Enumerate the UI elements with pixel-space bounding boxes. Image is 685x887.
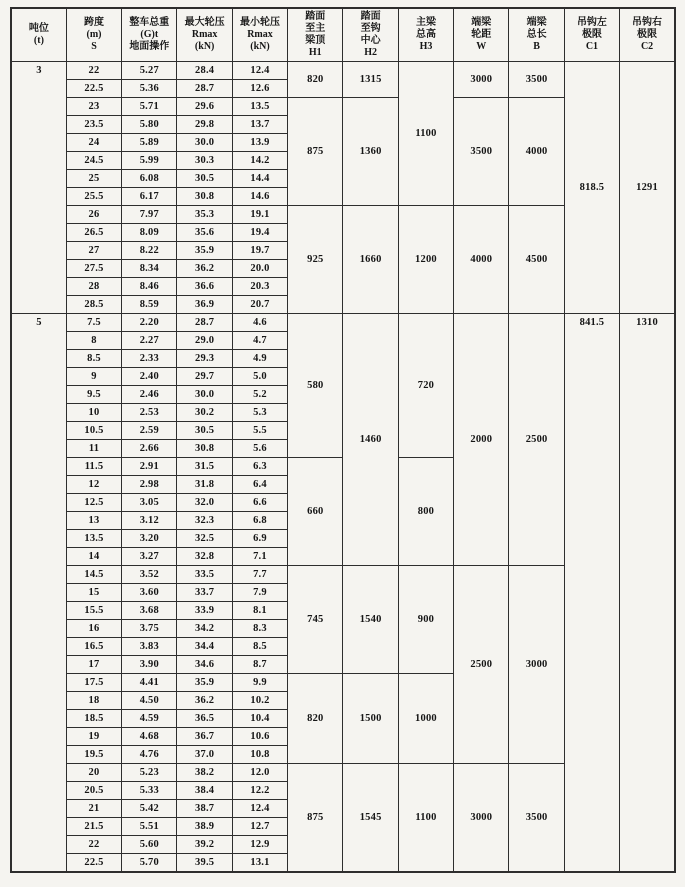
max-wheel-pressure-cell: 32.3 — [177, 512, 232, 530]
col-header-line: 主梁 — [415, 17, 436, 28]
b-cell: 3500 — [509, 62, 564, 98]
min-wheel-pressure-cell: 7.9 — [232, 584, 287, 602]
total-weight-cell: 5.51 — [122, 818, 177, 836]
col-header-line: 总长 — [526, 29, 547, 40]
col-header-total-weight — [122, 8, 177, 62]
col-header-c2 — [620, 8, 675, 62]
max-wheel-pressure-cell: 29.0 — [177, 332, 232, 350]
total-weight-cell: 4.76 — [122, 746, 177, 764]
header-row — [11, 8, 675, 62]
span-cell: 26 — [66, 206, 121, 224]
min-wheel-pressure-cell: 19.4 — [232, 224, 287, 242]
b-cell: 4000 — [509, 98, 564, 206]
total-weight-cell: 5.80 — [122, 116, 177, 134]
col-header-line: C2 — [640, 41, 654, 52]
w-cell: 3500 — [454, 98, 509, 206]
max-wheel-pressure-cell: 28.7 — [177, 314, 232, 332]
total-weight-cell: 5.70 — [122, 854, 177, 873]
min-wheel-pressure-cell: 10.2 — [232, 692, 287, 710]
total-weight-cell: 2.66 — [122, 440, 177, 458]
total-weight-cell: 8.34 — [122, 260, 177, 278]
h2-cell: 1660 — [343, 206, 398, 314]
min-wheel-pressure-cell: 12.4 — [232, 62, 287, 80]
h1-cell: 660 — [288, 458, 343, 566]
total-weight-cell: 3.05 — [122, 494, 177, 512]
b-cell: 2500 — [509, 314, 564, 566]
total-weight-cell: 2.59 — [122, 422, 177, 440]
total-weight-cell: 3.68 — [122, 602, 177, 620]
h1-cell: 745 — [288, 566, 343, 674]
total-weight-cell: 5.60 — [122, 836, 177, 854]
total-weight-cell: 3.52 — [122, 566, 177, 584]
col-header-h1 — [288, 8, 343, 62]
span-cell: 27.5 — [66, 260, 121, 278]
col-header-w — [454, 8, 509, 62]
table-header — [11, 8, 675, 62]
max-wheel-pressure-cell: 38.4 — [177, 782, 232, 800]
max-wheel-pressure-cell: 29.6 — [177, 98, 232, 116]
col-header-h2 — [343, 8, 398, 62]
total-weight-cell: 5.42 — [122, 800, 177, 818]
span-cell: 11.5 — [66, 458, 121, 476]
max-wheel-pressure-cell: 29.8 — [177, 116, 232, 134]
h2-cell: 1460 — [343, 314, 398, 566]
col-header-line: H2 — [364, 47, 378, 58]
h1-cell: 580 — [288, 314, 343, 458]
col-header-h3 — [398, 8, 453, 62]
c1-cell: 841.5 — [564, 314, 619, 873]
span-cell: 17 — [66, 656, 121, 674]
total-weight-cell: 5.23 — [122, 764, 177, 782]
min-wheel-pressure-cell: 13.1 — [232, 854, 287, 873]
min-wheel-pressure-cell: 6.4 — [232, 476, 287, 494]
col-header-line: (kN) — [194, 41, 215, 52]
span-cell: 22 — [66, 62, 121, 80]
total-weight-cell: 4.68 — [122, 728, 177, 746]
total-weight-cell: 2.33 — [122, 350, 177, 368]
h1-cell: 875 — [288, 764, 343, 873]
total-weight-cell: 4.41 — [122, 674, 177, 692]
col-header-line: H1 — [308, 47, 322, 58]
h3-cell: 1100 — [398, 764, 453, 873]
span-cell: 12.5 — [66, 494, 121, 512]
total-weight-cell: 3.83 — [122, 638, 177, 656]
span-cell: 21 — [66, 800, 121, 818]
h1-cell: 820 — [288, 674, 343, 764]
min-wheel-pressure-cell: 8.7 — [232, 656, 287, 674]
span-cell: 20 — [66, 764, 121, 782]
min-wheel-pressure-cell: 13.7 — [232, 116, 287, 134]
span-cell: 15 — [66, 584, 121, 602]
min-wheel-pressure-cell: 5.2 — [232, 386, 287, 404]
col-header-line: 至主 — [305, 23, 326, 34]
total-weight-cell: 2.53 — [122, 404, 177, 422]
total-weight-cell: 6.08 — [122, 170, 177, 188]
max-wheel-pressure-cell: 29.7 — [177, 368, 232, 386]
max-wheel-pressure-cell: 36.9 — [177, 296, 232, 314]
col-header-c1 — [564, 8, 619, 62]
min-wheel-pressure-cell: 13.9 — [232, 134, 287, 152]
min-wheel-pressure-cell: 14.6 — [232, 188, 287, 206]
min-wheel-pressure-cell: 7.7 — [232, 566, 287, 584]
span-cell: 19.5 — [66, 746, 121, 764]
max-wheel-pressure-cell: 30.2 — [177, 404, 232, 422]
min-wheel-pressure-cell: 7.1 — [232, 548, 287, 566]
min-wheel-pressure-cell: 8.1 — [232, 602, 287, 620]
col-header-line: 吊钩右 — [632, 17, 663, 28]
min-wheel-pressure-cell: 10.8 — [232, 746, 287, 764]
total-weight-cell: 5.36 — [122, 80, 177, 98]
min-wheel-pressure-cell: 19.1 — [232, 206, 287, 224]
max-wheel-pressure-cell: 32.8 — [177, 548, 232, 566]
col-header-line: S — [91, 41, 97, 52]
max-wheel-pressure-cell: 30.8 — [177, 440, 232, 458]
total-weight-cell: 5.33 — [122, 782, 177, 800]
h2-cell: 1360 — [343, 98, 398, 206]
tonnage-cell: 3 — [11, 62, 66, 314]
total-weight-cell: 3.27 — [122, 548, 177, 566]
min-wheel-pressure-cell: 14.4 — [232, 170, 287, 188]
span-cell: 22.5 — [66, 80, 121, 98]
total-weight-cell: 7.97 — [122, 206, 177, 224]
min-wheel-pressure-cell: 20.0 — [232, 260, 287, 278]
total-weight-cell: 5.99 — [122, 152, 177, 170]
col-header-line: (t) — [33, 35, 44, 46]
total-weight-cell: 5.27 — [122, 62, 177, 80]
max-wheel-pressure-cell: 35.9 — [177, 674, 232, 692]
total-weight-cell: 3.12 — [122, 512, 177, 530]
h2-cell: 1500 — [343, 674, 398, 764]
h3-cell: 1100 — [398, 62, 453, 206]
w-cell: 3000 — [454, 62, 509, 98]
min-wheel-pressure-cell: 20.3 — [232, 278, 287, 296]
col-header-min-wheel-pressure — [232, 8, 287, 62]
b-cell: 3500 — [509, 764, 564, 873]
total-weight-cell: 4.50 — [122, 692, 177, 710]
max-wheel-pressure-cell: 35.9 — [177, 242, 232, 260]
min-wheel-pressure-cell: 4.7 — [232, 332, 287, 350]
min-wheel-pressure-cell: 12.7 — [232, 818, 287, 836]
w-cell: 2000 — [454, 314, 509, 566]
total-weight-cell: 2.98 — [122, 476, 177, 494]
max-wheel-pressure-cell: 38.7 — [177, 800, 232, 818]
span-cell: 15.5 — [66, 602, 121, 620]
col-header-line: 最小轮压 — [239, 17, 280, 28]
span-cell: 17.5 — [66, 674, 121, 692]
h1-cell: 875 — [288, 98, 343, 206]
span-cell: 8.5 — [66, 350, 121, 368]
c1-cell: 818.5 — [564, 62, 619, 314]
min-wheel-pressure-cell: 12.4 — [232, 800, 287, 818]
col-header-span — [66, 8, 121, 62]
col-header-line: 中心 — [360, 35, 381, 46]
col-header-line: H3 — [419, 41, 433, 52]
b-cell: 3000 — [509, 566, 564, 764]
col-header-line: 极限 — [581, 29, 602, 40]
max-wheel-pressure-cell: 28.7 — [177, 80, 232, 98]
span-cell: 9.5 — [66, 386, 121, 404]
min-wheel-pressure-cell: 14.2 — [232, 152, 287, 170]
max-wheel-pressure-cell: 33.5 — [177, 566, 232, 584]
max-wheel-pressure-cell: 29.3 — [177, 350, 232, 368]
min-wheel-pressure-cell: 8.5 — [232, 638, 287, 656]
col-header-line: 踏面 — [305, 11, 326, 22]
max-wheel-pressure-cell: 34.6 — [177, 656, 232, 674]
span-cell: 10.5 — [66, 422, 121, 440]
min-wheel-pressure-cell: 4.9 — [232, 350, 287, 368]
max-wheel-pressure-cell: 39.2 — [177, 836, 232, 854]
h1-cell: 820 — [288, 62, 343, 98]
col-header-line: 端梁 — [526, 17, 547, 28]
max-wheel-pressure-cell: 36.7 — [177, 728, 232, 746]
span-cell: 28 — [66, 278, 121, 296]
span-cell: 16.5 — [66, 638, 121, 656]
max-wheel-pressure-cell: 30.0 — [177, 386, 232, 404]
min-wheel-pressure-cell: 5.6 — [232, 440, 287, 458]
span-cell: 18.5 — [66, 710, 121, 728]
max-wheel-pressure-cell: 36.5 — [177, 710, 232, 728]
max-wheel-pressure-cell: 30.5 — [177, 170, 232, 188]
min-wheel-pressure-cell: 8.3 — [232, 620, 287, 638]
span-cell: 25.5 — [66, 188, 121, 206]
min-wheel-pressure-cell: 12.2 — [232, 782, 287, 800]
max-wheel-pressure-cell: 30.0 — [177, 134, 232, 152]
col-header-line: 地面操作 — [129, 41, 170, 52]
span-cell: 23.5 — [66, 116, 121, 134]
span-cell: 9 — [66, 368, 121, 386]
span-cell: 12 — [66, 476, 121, 494]
col-header-line: (m) — [86, 29, 102, 40]
c2-cell: 1291 — [620, 62, 675, 314]
min-wheel-pressure-cell: 10.4 — [232, 710, 287, 728]
table-body — [11, 62, 675, 873]
min-wheel-pressure-cell: 5.3 — [232, 404, 287, 422]
span-cell: 22.5 — [66, 854, 121, 873]
span-cell: 19 — [66, 728, 121, 746]
max-wheel-pressure-cell: 35.3 — [177, 206, 232, 224]
total-weight-cell: 4.59 — [122, 710, 177, 728]
col-header-line: C1 — [585, 41, 599, 52]
crane-spec-table — [10, 7, 676, 873]
col-header-line: B — [533, 41, 540, 52]
total-weight-cell: 2.91 — [122, 458, 177, 476]
total-weight-cell: 8.46 — [122, 278, 177, 296]
total-weight-cell: 2.20 — [122, 314, 177, 332]
h3-cell: 720 — [398, 314, 453, 458]
col-header-line: Rmax — [247, 29, 273, 40]
max-wheel-pressure-cell: 33.9 — [177, 602, 232, 620]
w-cell: 3000 — [454, 764, 509, 873]
span-cell: 23 — [66, 98, 121, 116]
span-cell: 24 — [66, 134, 121, 152]
table-row — [11, 62, 675, 80]
min-wheel-pressure-cell: 20.7 — [232, 296, 287, 314]
span-cell: 13 — [66, 512, 121, 530]
h3-cell: 900 — [398, 566, 453, 674]
max-wheel-pressure-cell: 30.8 — [177, 188, 232, 206]
col-header-max-wheel-pressure — [177, 8, 232, 62]
span-cell: 8 — [66, 332, 121, 350]
span-cell: 21.5 — [66, 818, 121, 836]
col-header-line: 端梁 — [471, 17, 492, 28]
total-weight-cell: 8.09 — [122, 224, 177, 242]
max-wheel-pressure-cell: 31.8 — [177, 476, 232, 494]
min-wheel-pressure-cell: 6.6 — [232, 494, 287, 512]
col-header-line: 最大轮压 — [184, 17, 225, 28]
span-cell: 13.5 — [66, 530, 121, 548]
c2-cell: 1310 — [620, 314, 675, 873]
min-wheel-pressure-cell: 12.0 — [232, 764, 287, 782]
span-cell: 10 — [66, 404, 121, 422]
max-wheel-pressure-cell: 37.0 — [177, 746, 232, 764]
max-wheel-pressure-cell: 33.7 — [177, 584, 232, 602]
min-wheel-pressure-cell: 12.9 — [232, 836, 287, 854]
col-header-line: (kN) — [250, 41, 270, 52]
min-wheel-pressure-cell: 12.6 — [232, 80, 287, 98]
max-wheel-pressure-cell: 38.9 — [177, 818, 232, 836]
max-wheel-pressure-cell: 36.2 — [177, 260, 232, 278]
span-cell: 24.5 — [66, 152, 121, 170]
h3-cell: 1200 — [398, 206, 453, 314]
max-wheel-pressure-cell: 34.4 — [177, 638, 232, 656]
min-wheel-pressure-cell: 5.5 — [232, 422, 287, 440]
col-header-line: 至钩 — [360, 23, 381, 34]
col-header-line: 梁顶 — [305, 35, 326, 46]
max-wheel-pressure-cell: 28.4 — [177, 62, 232, 80]
max-wheel-pressure-cell: 36.6 — [177, 278, 232, 296]
h3-cell: 1000 — [398, 674, 453, 764]
span-cell: 22 — [66, 836, 121, 854]
min-wheel-pressure-cell: 6.3 — [232, 458, 287, 476]
total-weight-cell: 3.90 — [122, 656, 177, 674]
min-wheel-pressure-cell: 6.8 — [232, 512, 287, 530]
max-wheel-pressure-cell: 39.5 — [177, 854, 232, 873]
total-weight-cell: 8.22 — [122, 242, 177, 260]
col-header-line: 总高 — [415, 29, 436, 40]
min-wheel-pressure-cell: 10.6 — [232, 728, 287, 746]
span-cell: 7.5 — [66, 314, 121, 332]
col-header-line: Rmax — [191, 29, 218, 40]
col-header-line: 整车总重 — [129, 17, 170, 28]
min-wheel-pressure-cell: 9.9 — [232, 674, 287, 692]
total-weight-cell: 2.27 — [122, 332, 177, 350]
span-cell: 11 — [66, 440, 121, 458]
total-weight-cell: 5.89 — [122, 134, 177, 152]
total-weight-cell: 2.46 — [122, 386, 177, 404]
col-header-line: 轮距 — [471, 29, 492, 40]
span-cell: 16 — [66, 620, 121, 638]
max-wheel-pressure-cell: 38.2 — [177, 764, 232, 782]
span-cell: 18 — [66, 692, 121, 710]
total-weight-cell: 5.71 — [122, 98, 177, 116]
min-wheel-pressure-cell: 4.6 — [232, 314, 287, 332]
h2-cell: 1545 — [343, 764, 398, 873]
total-weight-cell: 8.59 — [122, 296, 177, 314]
table-row — [11, 314, 675, 332]
max-wheel-pressure-cell: 32.5 — [177, 530, 232, 548]
max-wheel-pressure-cell: 34.2 — [177, 620, 232, 638]
max-wheel-pressure-cell: 32.0 — [177, 494, 232, 512]
max-wheel-pressure-cell: 35.6 — [177, 224, 232, 242]
total-weight-cell: 6.17 — [122, 188, 177, 206]
min-wheel-pressure-cell: 13.5 — [232, 98, 287, 116]
h2-cell: 1540 — [343, 566, 398, 674]
total-weight-cell: 3.20 — [122, 530, 177, 548]
span-cell: 28.5 — [66, 296, 121, 314]
total-weight-cell: 3.75 — [122, 620, 177, 638]
h2-cell: 1315 — [343, 62, 398, 98]
max-wheel-pressure-cell: 30.5 — [177, 422, 232, 440]
max-wheel-pressure-cell: 30.3 — [177, 152, 232, 170]
min-wheel-pressure-cell: 5.0 — [232, 368, 287, 386]
w-cell: 4000 — [454, 206, 509, 314]
col-header-line: W — [476, 41, 487, 52]
span-cell: 26.5 — [66, 224, 121, 242]
min-wheel-pressure-cell: 19.7 — [232, 242, 287, 260]
h1-cell: 925 — [288, 206, 343, 314]
col-header-b — [509, 8, 564, 62]
col-header-tonnage — [11, 8, 66, 62]
max-wheel-pressure-cell: 36.2 — [177, 692, 232, 710]
col-header-line: 踏面 — [360, 11, 381, 22]
total-weight-cell: 2.40 — [122, 368, 177, 386]
b-cell: 4500 — [509, 206, 564, 314]
tonnage-cell: 5 — [11, 314, 66, 873]
col-header-line: 吊钩左 — [576, 17, 607, 28]
col-header-line: 跨度 — [83, 17, 104, 28]
span-cell: 14 — [66, 548, 121, 566]
col-header-line: 极限 — [637, 29, 658, 40]
span-cell: 20.5 — [66, 782, 121, 800]
max-wheel-pressure-cell: 31.5 — [177, 458, 232, 476]
total-weight-cell: 3.60 — [122, 584, 177, 602]
span-cell: 25 — [66, 170, 121, 188]
col-header-line: (G)t — [140, 29, 159, 40]
span-cell: 14.5 — [66, 566, 121, 584]
w-cell: 2500 — [454, 566, 509, 764]
h3-cell: 800 — [398, 458, 453, 566]
col-header-line: 吨位 — [28, 23, 49, 34]
span-cell: 27 — [66, 242, 121, 260]
min-wheel-pressure-cell: 6.9 — [232, 530, 287, 548]
